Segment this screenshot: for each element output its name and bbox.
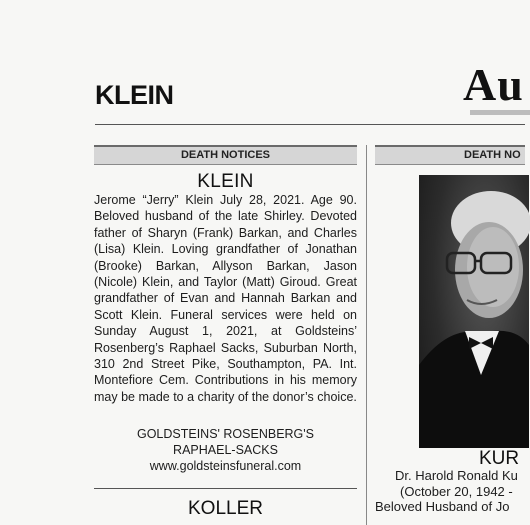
- portrait-photo-icon: [419, 175, 529, 448]
- funeral-home-name: GOLDSTEINS' ROSENBERG'S: [136, 427, 315, 441]
- obituary-name-heading: KLEIN: [197, 171, 254, 192]
- right-obituary-line-3: Beloved Husband of Jo: [375, 499, 510, 514]
- right-obituary-line-1: Dr. Harold Ronald Ku: [395, 468, 518, 483]
- top-divider: [95, 124, 525, 125]
- left-section-bar: DEATH NOTICES: [94, 145, 357, 165]
- next-obituary-heading: KOLLER: [188, 498, 263, 519]
- bottom-divider: [94, 488, 357, 489]
- column-divider: [366, 145, 367, 525]
- page-heading: KLEIN: [95, 80, 174, 110]
- masthead-underline: [470, 110, 530, 115]
- funeral-home-website: www.goldsteinsfuneral.com: [149, 459, 302, 473]
- right-section-bar: DEATH NO: [375, 145, 525, 165]
- masthead-fragment: Au: [463, 59, 524, 110]
- right-obituary-name: KUR: [479, 448, 520, 469]
- right-obituary-line-2: (October 20, 1942 -: [400, 484, 513, 499]
- funeral-home-subname: RAPHAEL-SACKS: [173, 443, 278, 457]
- portrait-photo: [419, 175, 529, 448]
- obituary-body: Jerome “Jerry” Klein July 28, 2021. Age 90. Beloved husband of the late Shirley. Devoted father of Sharyn (Frank) Barkan, and Charles (Lisa) Klein. Loving grandfather of Jonathan (Brooke) Barkan, Allyson Barkan, Jason (Nicole) Klein, and Taylor (Matt) Giroud. Great grandfather of Evan and Hannah Barkan and Scott Klein. Funeral services were held on Sunday August 1, 2021, at Goldsteins’ Rosenberg’s Raphael Sacks, Suburban North, 310 2nd Street Pike, Southampton, PA. Int. Montefiore Cem. Contributions in his memory may be made to a charity of the donor’s choice.: [94, 193, 357, 404]
